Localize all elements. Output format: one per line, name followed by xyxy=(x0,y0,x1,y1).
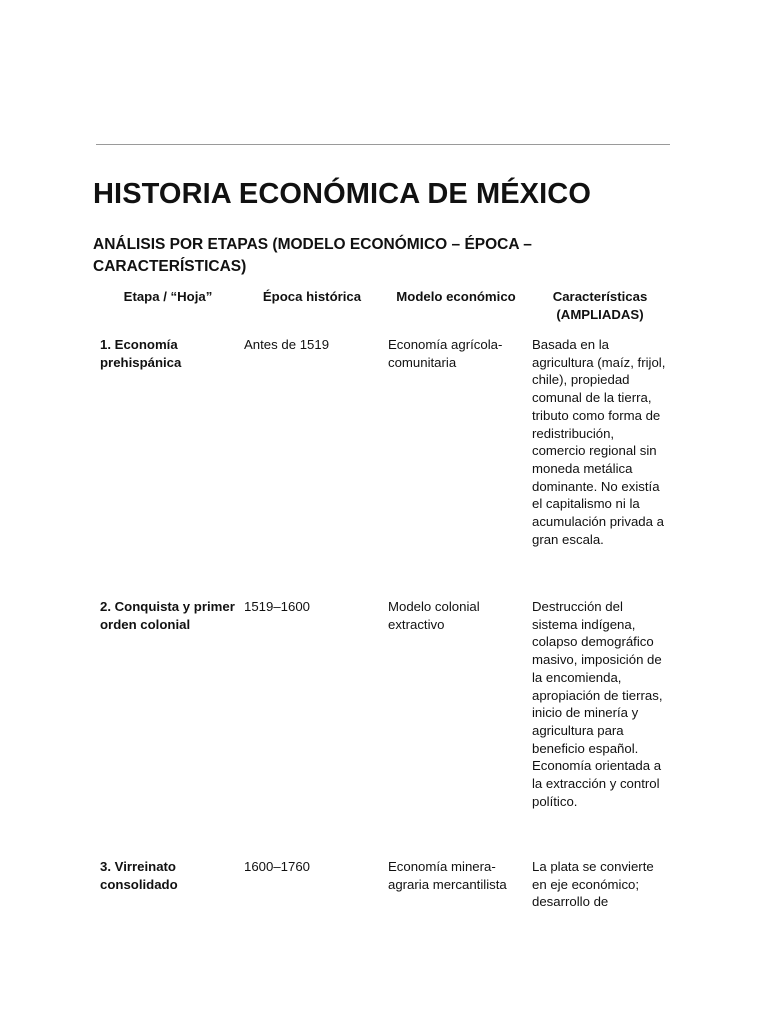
table-row xyxy=(96,858,672,938)
header-model: Modelo económico xyxy=(396,289,516,304)
document-title: HISTORIA ECONÓMICA DE MÉXICO xyxy=(93,178,591,210)
table-header-row xyxy=(96,286,672,336)
stage-cell: 1. Economía prehispánica xyxy=(100,337,182,370)
economic-history-table xyxy=(96,286,672,938)
document-subtitle: ANÁLISIS POR ETAPAS (MODELO ECONÓMICO – ÉPOCA – CARACTERÍSTICAS) xyxy=(93,236,532,275)
header-features: Características (AMPLIADAS) xyxy=(552,289,648,322)
header-stage: Etapa / “Hoja” xyxy=(123,289,213,304)
period-cell: Antes de 1519 xyxy=(244,337,330,352)
horizontal-divider xyxy=(96,144,670,145)
table-row xyxy=(96,336,672,598)
header-period: Época histórica xyxy=(262,289,362,304)
model-cell: Economía agrícola-comunitaria xyxy=(388,337,503,370)
table-row xyxy=(96,598,672,858)
features-cell: Destrucción del sistema indígena, colapso demográfico masivo, imposición de la encomienda, apropiación de tierras, inicio de minería y agricultura para beneficio español. Economía orientada a la extracción y control político. xyxy=(532,599,663,809)
stage-cell: 3. Virreinato consolidado xyxy=(100,859,178,892)
features-cell: La plata se convierte en eje económico; desarrollo de xyxy=(532,859,654,910)
stage-cell: 2. Conquista y primer orden colonial xyxy=(100,599,235,632)
period-cell: 1519–1600 xyxy=(244,599,311,614)
model-cell: Economía minera-agraria mercantilista xyxy=(388,859,507,892)
model-cell: Modelo colonial extractivo xyxy=(388,599,480,632)
period-cell: 1600–1760 xyxy=(244,859,311,874)
features-cell: Basada en la agricultura (maíz, frijol, chile), propiedad comunal de la tierra, tributo como forma de redistribución, comercio regional sin moneda metálica dominante. No existía el capitalismo ni la acumulación privada a gran escala. xyxy=(532,337,666,547)
